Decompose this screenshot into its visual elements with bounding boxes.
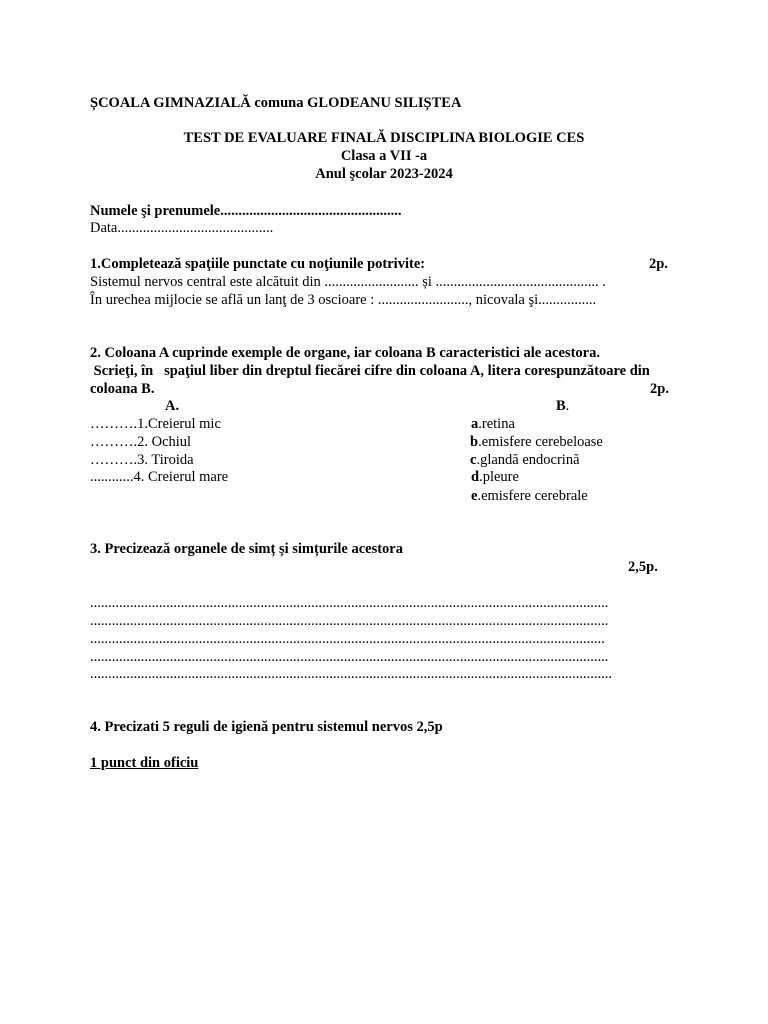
- date-line: Data...........................................: [90, 220, 274, 236]
- answer-line: ..............................................................................................................................................: [90, 631, 605, 647]
- column-b-header: B.: [556, 398, 570, 414]
- column-b-item: e.emisfere cerebrale: [471, 488, 588, 504]
- column-a-item: ……….1.Creierul mic: [90, 416, 221, 432]
- column-b-item: d.pleure: [471, 469, 519, 485]
- column-a-header: A.: [165, 398, 180, 414]
- student-name-line: Numele şi prenumele..................................................: [90, 203, 402, 219]
- q4-title: 4. Precizati 5 reguli de igienă pentru sistemul nervos 2,5p: [90, 719, 443, 735]
- q1-line-2: În urechea mijlocie se află un lanţ de 3 oscioare : ........................., nicovala şi................: [90, 292, 597, 308]
- q1-points: 2p.: [649, 256, 668, 272]
- column-a-item: ……….3. Tiroida: [90, 452, 194, 468]
- bonus-point-note: 1 punct din oficiu: [90, 755, 199, 771]
- q3-points: 2,5p.: [628, 559, 658, 575]
- q3-title: 3. Precizează organele de simț și simțurile acestora: [90, 541, 403, 557]
- answer-line: ...............................................................................................................................................: [90, 613, 609, 629]
- q1-title: 1.Completează spaţiile punctate cu noţiunile potrivite:: [90, 256, 426, 272]
- q2-instruction-2: coloana B.: [90, 381, 155, 397]
- column-b-item: c.glandă endocrină: [470, 452, 580, 468]
- column-a-item: ............4. Creierul mare: [90, 469, 229, 485]
- class-label: Clasa a VII -a: [340, 148, 428, 164]
- answer-line: ................................................................................................................................................: [90, 666, 612, 682]
- column-a-item: ……….2. Ochiul: [90, 434, 192, 450]
- q1-line-1: Sistemul nervos central este alcătuit din .......................... și ............................................. .: [90, 274, 606, 290]
- q2-points: 2p.: [650, 381, 669, 397]
- answer-line: ...............................................................................................................................................: [90, 649, 609, 665]
- q2-instruction-1: Scrieţi, în spaţiul liber din dreptul fiecărei cifre din coloana A, litera corespunzătoare din: [90, 363, 650, 379]
- test-title: TEST DE EVALUARE FINALĂ DISCIPLINA BIOLOGIE CES: [183, 130, 585, 146]
- answer-line: ...............................................................................................................................................: [90, 595, 609, 611]
- school-name: ȘCOALA GIMNAZIALĂ comuna GLODEANU SILIȘTEA: [90, 95, 462, 111]
- q2-title: 2. Coloana A cuprinde exemple de organe, iar coloana B caracteristici ale acestora.: [90, 345, 600, 361]
- school-year: Anul şcolar 2023-2024: [315, 166, 453, 182]
- column-b-item: b.emisfere cerebeloase: [470, 434, 603, 450]
- column-b-item: a.retina: [471, 416, 515, 432]
